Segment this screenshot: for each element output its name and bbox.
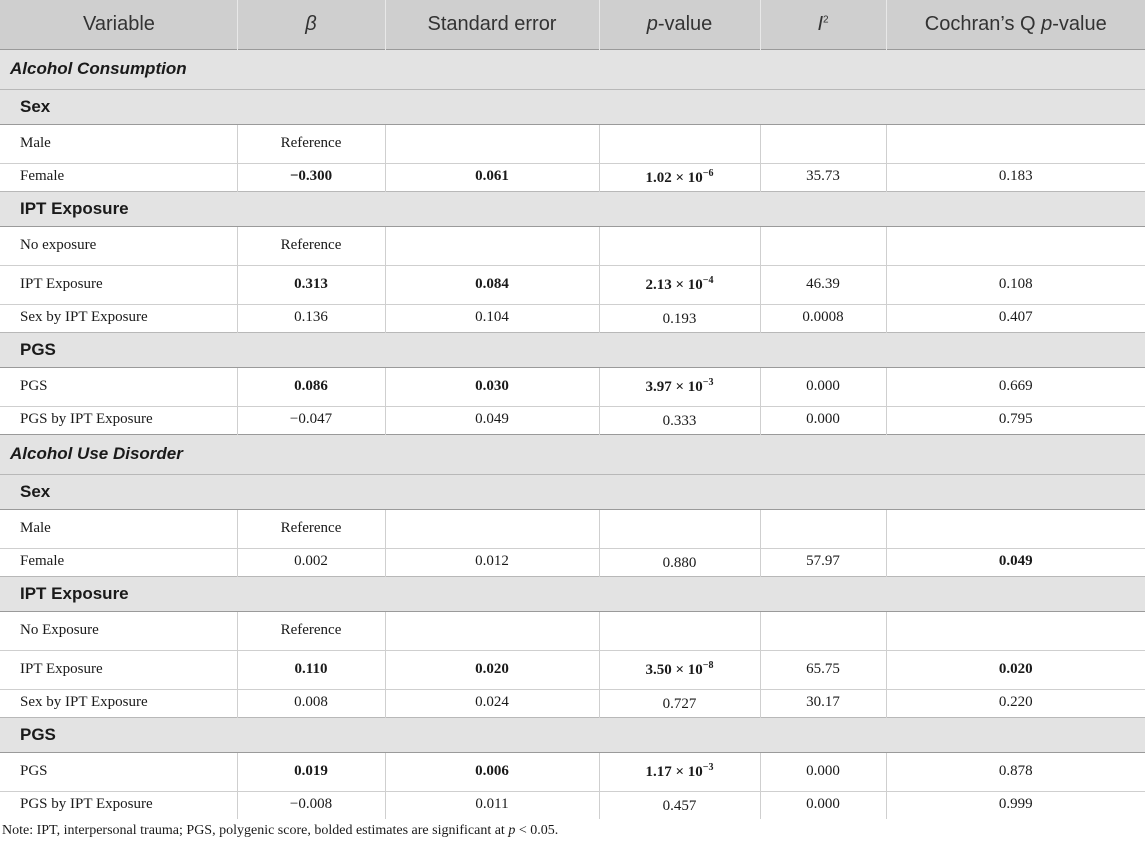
section-header-row (0, 434, 1145, 474)
cell-cochrans-q-p: 0.049 (998, 552, 1033, 569)
table-row (0, 124, 1145, 163)
cell-beta: 0.002 (237, 548, 385, 576)
cell-cochrans-q-p: 0.878 (886, 752, 1145, 791)
group-header-row (0, 717, 1145, 752)
cell-standard-error (385, 226, 599, 265)
cell-p-value (599, 650, 760, 689)
cell-p-value (599, 265, 760, 304)
cell-i-squared: 57.97 (760, 548, 886, 576)
cell-cochrans-q-p: 0.407 (998, 308, 1033, 325)
cell-cochrans-q-p: 0.795 (998, 410, 1033, 427)
table-row (0, 367, 1145, 406)
p-value-mantissa: 1.17 × 10 (645, 764, 703, 780)
header-i-squared: $I^2$ (760, 0, 886, 49)
table-row (0, 509, 1145, 548)
table-row (0, 650, 1145, 689)
cell-i-squared: 0.000 (760, 406, 886, 434)
p-value-exponent: −8 (702, 660, 714, 671)
cell-cochrans-q-p: 0.108 (886, 265, 1145, 304)
cell-variable: IPT Exposure (0, 650, 237, 689)
cell-standard-error: 0.020 (385, 650, 599, 689)
section-header-row (0, 49, 1145, 89)
p-value-mantissa: 0.333 (662, 412, 697, 429)
table-row (0, 265, 1145, 304)
p-value-mantissa: 3.50 × 10 (645, 662, 703, 678)
table-row (0, 304, 1145, 332)
cell-beta: 0.136 (237, 304, 385, 332)
p-value-mantissa: 2.13 × 10 (645, 277, 703, 293)
cell-i-squared (760, 226, 886, 265)
p-value-exponent: −3 (702, 377, 714, 388)
group-title: IPT Exposure (0, 576, 1145, 611)
cell-cochrans-q-p (886, 226, 1145, 265)
cell-p-value (599, 611, 760, 650)
cell-i-squared (760, 611, 886, 650)
cell-beta: Reference (237, 226, 385, 265)
table-row (0, 791, 1145, 819)
cell-beta: −0.047 (237, 406, 385, 434)
cell-i-squared: 0.0008 (760, 304, 886, 332)
p-value-mantissa: 0.880 (662, 554, 697, 571)
table-row (0, 752, 1145, 791)
cell-variable: Sex by IPT Exposure (0, 689, 237, 717)
cell-standard-error (385, 611, 599, 650)
cell-beta: Reference (237, 611, 385, 650)
cell-variable: IPT Exposure (0, 265, 237, 304)
cell-variable: Male (0, 124, 237, 163)
cell-cochrans-q-p (886, 124, 1145, 163)
cell-cochrans-q-p: 0.020 (886, 650, 1145, 689)
cell-beta: 0.008 (237, 689, 385, 717)
cell-cochrans-q-p: 0.183 (998, 167, 1033, 184)
cell-p-value (599, 548, 760, 576)
cell-cochrans-q-p (886, 509, 1145, 548)
cell-cochrans-q-p: 0.999 (998, 795, 1033, 812)
cell-p-value (599, 367, 760, 406)
table-row (0, 548, 1145, 576)
cell-standard-error: 0.006 (385, 752, 599, 791)
cell-variable: PGS by IPT Exposure (0, 791, 237, 819)
cell-variable: Female (0, 548, 237, 576)
cell-variable: PGS by IPT Exposure (0, 406, 237, 434)
p-value-exponent: −6 (702, 167, 714, 179)
cell-i-squared: 35.73 (760, 163, 886, 191)
group-title: IPT Exposure (0, 191, 1145, 226)
header-variable: Variable (0, 0, 237, 49)
header-p-value: p-value (599, 0, 760, 49)
cell-cochrans-q-p: 0.669 (886, 367, 1145, 406)
cell-standard-error: 0.024 (385, 689, 599, 717)
cell-variable: Male (0, 509, 237, 548)
group-header-row (0, 191, 1145, 226)
p-value-mantissa: 1.02 × 10 (645, 169, 703, 186)
table-row (0, 163, 1145, 191)
p-value-exponent: −4 (702, 275, 714, 286)
header-row (0, 0, 1145, 49)
cell-beta: 0.110 (237, 650, 385, 689)
cell-i-squared: 0.000 (760, 752, 886, 791)
cell-p-value (599, 689, 760, 717)
table-body (0, 49, 1145, 819)
cell-standard-error: 0.084 (385, 265, 599, 304)
p-value-mantissa: 3.97 × 10 (645, 379, 703, 395)
group-title: PGS (0, 717, 1145, 752)
cell-standard-error: 0.030 (385, 367, 599, 406)
cell-standard-error: 0.061 (385, 163, 599, 191)
cell-i-squared: 30.17 (760, 689, 886, 717)
cell-i-squared: 0.000 (760, 791, 886, 819)
table-row (0, 611, 1145, 650)
section-title: Alcohol Consumption (0, 49, 1145, 89)
p-value-mantissa: 0.457 (662, 797, 697, 814)
cell-p-value (599, 509, 760, 548)
group-header-row (0, 474, 1145, 509)
table-note: Note: IPT, interpersonal trauma; PGS, polygenic score, bolded estimates are significant at p < 0.05. (2, 823, 559, 838)
cell-i-squared: 65.75 (760, 650, 886, 689)
cell-variable: Sex by IPT Exposure (0, 304, 237, 332)
group-header-row (0, 576, 1145, 611)
cell-standard-error: 0.104 (385, 304, 599, 332)
cell-beta: 0.086 (237, 367, 385, 406)
table-row (0, 226, 1145, 265)
cell-beta: Reference (237, 509, 385, 548)
cell-cochrans-q-p (886, 611, 1145, 650)
cell-i-squared: 46.39 (760, 265, 886, 304)
cell-cochrans-q-p: 0.220 (998, 693, 1033, 710)
cell-i-squared (760, 509, 886, 548)
header-beta: β (237, 0, 385, 49)
cell-standard-error: 0.011 (385, 791, 599, 819)
cell-p-value (599, 791, 760, 819)
group-title: Sex (0, 474, 1145, 509)
p-value-mantissa: 0.193 (662, 310, 697, 327)
p-value-exponent: −3 (702, 762, 714, 773)
cell-p-value (599, 226, 760, 265)
cell-variable: No Exposure (0, 611, 237, 650)
cell-standard-error (385, 509, 599, 548)
table-row (0, 689, 1145, 717)
header-cochrans-q: Cochran’s Q p-value (886, 0, 1145, 49)
header-standard-error: Standard error (385, 0, 599, 49)
cell-p-value (599, 304, 760, 332)
cell-p-value (599, 124, 760, 163)
section-title: Alcohol Use Disorder (0, 434, 1145, 474)
cell-standard-error: 0.049 (385, 406, 599, 434)
cell-standard-error (385, 124, 599, 163)
cell-beta: −0.008 (237, 791, 385, 819)
cell-variable: PGS (0, 367, 237, 406)
cell-variable: Female (0, 163, 237, 191)
cell-standard-error: 0.012 (385, 548, 599, 576)
p-value-mantissa: 0.727 (662, 695, 697, 712)
cell-p-value (599, 163, 760, 191)
group-header-row (0, 332, 1145, 367)
group-title: Sex (0, 89, 1145, 124)
cell-p-value (599, 752, 760, 791)
cell-beta: 0.313 (237, 265, 385, 304)
cell-variable: PGS (0, 752, 237, 791)
cell-i-squared (760, 124, 886, 163)
group-title: PGS (0, 332, 1145, 367)
cell-beta: −0.300 (237, 163, 385, 191)
cell-beta: Reference (237, 124, 385, 163)
cell-beta: 0.019 (237, 752, 385, 791)
cell-p-value (599, 406, 760, 434)
cell-i-squared: 0.000 (760, 367, 886, 406)
table-row (0, 406, 1145, 434)
cell-variable: No exposure (0, 226, 237, 265)
group-header-row (0, 89, 1145, 124)
